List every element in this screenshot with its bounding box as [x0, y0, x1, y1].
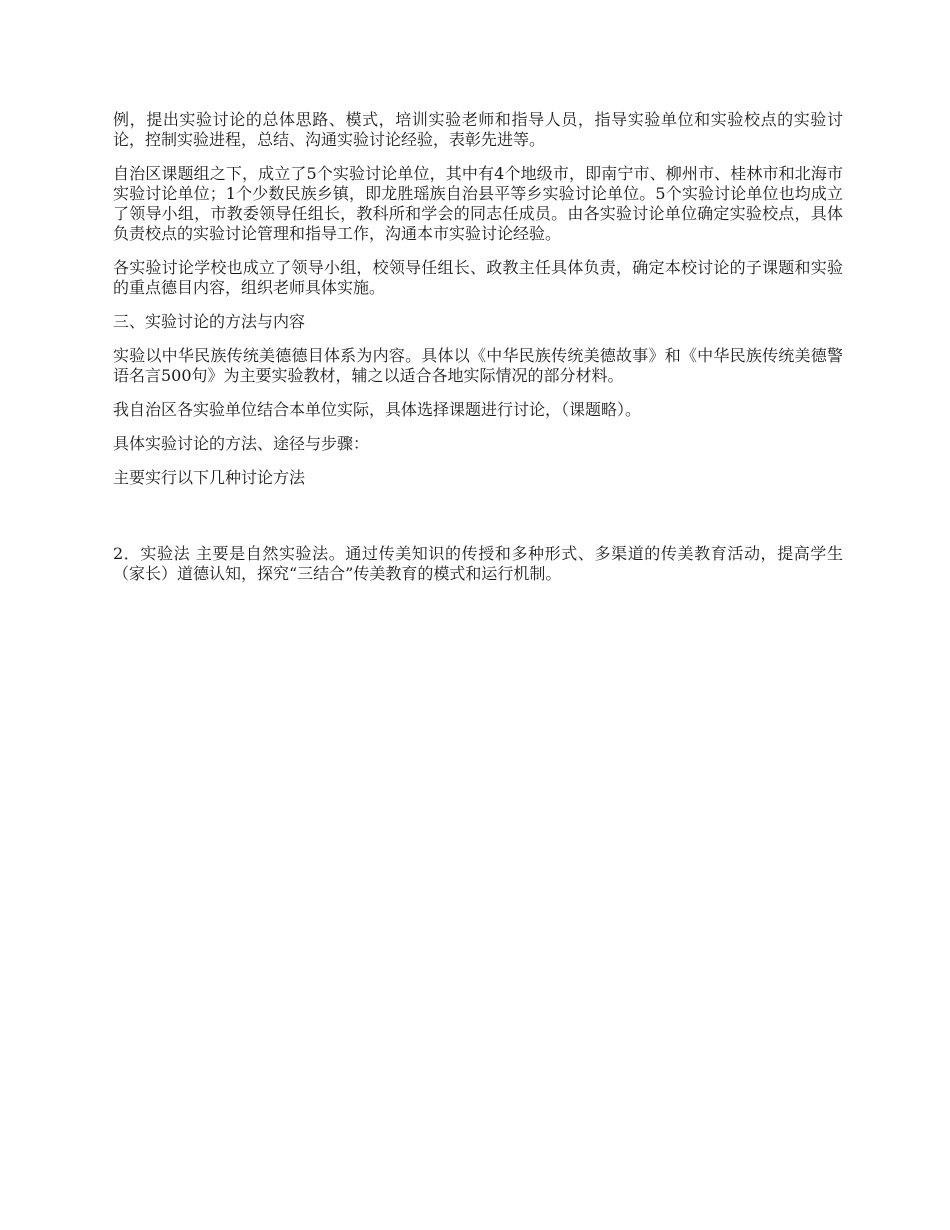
paragraph-experiment-units: 自治区课题组之下，成立了5个实验讨论单位，其中有4个地级市，即南宁市、柳州市、桂林市和北海市实验讨论单位；1个少数民族乡镇，即龙胜瑶族自治县平等乡实验讨论单位。5个实验讨论单位也均成立了领导小组，市教委领导任组长，教科所和学会的同志任成员。由各实验讨论单位确定实验校点，具体负责校点的实验讨论管理和指导工作，沟通本市实验讨论经验。	[113, 164, 843, 243]
section-heading-methods: 三、实验讨论的方法与内容	[113, 312, 306, 331]
paragraph-school-groups: 各实验讨论学校也成立了领导小组，校领导任组长、政教主任具体负责，确定本校讨论的子课题和实验的重点德目内容，组织老师具体实施。	[113, 258, 843, 297]
paragraph-experiment-method: 2．实验法 主要是自然实验法。通过传美知识的传授和多种形式、多渠道的传美教育活动，提高学生（家长）道德认知，探究“三结合”传美教育的模式和运行机制。	[113, 544, 843, 583]
blank-spacer	[113, 502, 843, 544]
paragraph-main-methods: 主要实行以下几种讨论方法	[113, 468, 306, 487]
paragraph-content: 实验以中华民族传统美德德目体系为内容。具体以《中华民族传统美德故事》和《中华民族传统美德警语名言500句》为主要实验教材，辅之以适合各地实际情况的部分材料。	[113, 346, 843, 385]
paragraph-topic-selection: 我自治区各实验单位结合本单位实际，具体选择课题进行讨论，（课题略）。	[113, 400, 642, 419]
paragraph-methods-steps: 具体实验讨论的方法、途径与步骤：	[113, 434, 370, 453]
paragraph-intro-continuation: 例，提出实验讨论的总体思路、模式，培训实验老师和指导人员，指导实验单位和实验校点的实验讨论，控制实验进程，总结、沟通实验讨论经验，表彰先进等。	[113, 110, 843, 149]
document-page	[113, 110, 843, 598]
